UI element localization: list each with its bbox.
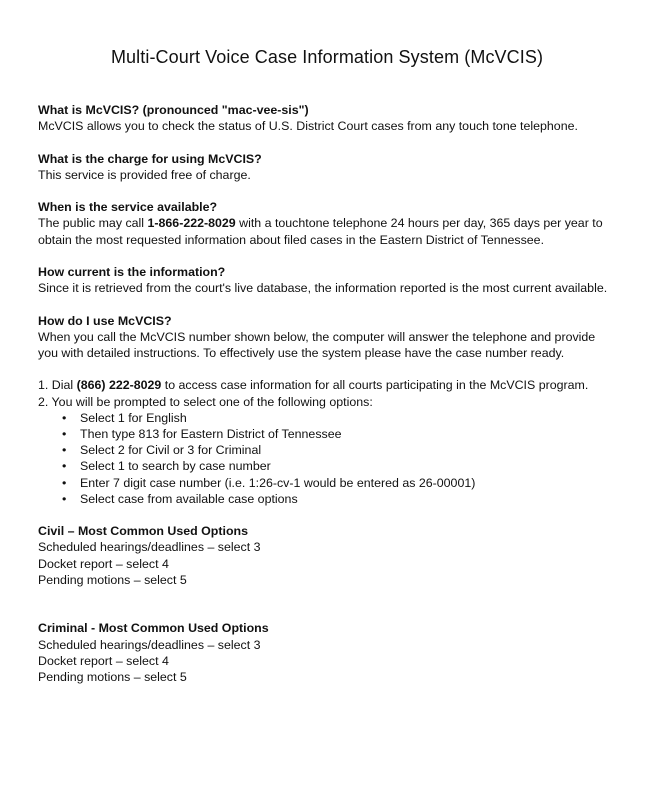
bullet-text: Select 1 for English (80, 410, 187, 425)
bullet-text: Select 2 for Civil or 3 for Criminal (80, 443, 262, 458)
criminal-options (38, 620, 608, 685)
civil-options (38, 523, 608, 588)
options-bullet-list (38, 410, 608, 507)
bullet-item (62, 491, 608, 507)
section-body: Since it is retrieved from the court's live database, the information reported is the most current available. (38, 281, 608, 296)
bullet-icon: • (62, 426, 67, 441)
document-content (38, 102, 608, 701)
bullet-icon: • (62, 475, 67, 490)
step-text: 1. Dial (38, 378, 77, 393)
section-heading: When is the service available? (38, 200, 218, 215)
step-text: to access case information for all courts participating in the McVCIS program. (161, 378, 589, 393)
bullet-item (62, 426, 608, 442)
section-body: This service is provided free of charge. (38, 167, 251, 182)
document-title: Multi-Court Voice Case Information System (McVCIS) (110, 47, 544, 67)
bullet-text: Enter 7 digit case number (i.e. 1:26-cv-1 would be entered as 26-00001) (80, 475, 476, 490)
section-charge (38, 151, 608, 183)
civil-heading: Civil – Most Common Used Options (38, 524, 248, 539)
section-how-to-use (38, 313, 608, 362)
spacer (38, 604, 608, 620)
bullet-item (62, 458, 608, 474)
criminal-heading: Criminal - Most Common Used Options (38, 621, 269, 636)
bullet-item (62, 410, 608, 426)
bullet-icon: • (62, 459, 67, 474)
bullet-icon: • (62, 410, 67, 425)
phone-number: (866) 222-8029 (76, 378, 162, 393)
criminal-option: Scheduled hearings/deadlines – select 3 (38, 637, 261, 652)
section-body: When you call the McVCIS number shown below, the computer will answer the telephone and provide you with detailed instructions. To effectively use the system please have the case number ready. (38, 329, 596, 360)
civil-option: Pending motions – select 5 (38, 572, 187, 587)
section-body: McVCIS allows you to check the status of U.S. District Court cases from any touch tone telephone. (38, 119, 578, 134)
civil-option: Docket report – select 4 (38, 556, 169, 571)
section-heading: How do I use McVCIS? (38, 313, 172, 328)
bullet-text: Select case from available case options (80, 491, 298, 506)
civil-option: Scheduled hearings/deadlines – select 3 (38, 540, 261, 555)
steps-list (38, 377, 608, 507)
bullet-item (62, 475, 608, 491)
step-1 (38, 377, 608, 393)
step-2: 2. You will be prompted to select one of the following options: (38, 394, 373, 409)
bullet-icon: • (62, 491, 67, 506)
phone-number: 1-866-222-8029 (147, 216, 236, 231)
section-heading: What is McVCIS? (pronounced "mac-vee-sis") (38, 103, 309, 117)
bullet-text: Then type 813 for Eastern District of Tennessee (80, 426, 342, 441)
section-what-is (38, 102, 608, 134)
section-currency (38, 264, 608, 296)
criminal-option: Pending motions – select 5 (38, 669, 187, 684)
section-heading: How current is the information? (38, 264, 226, 279)
criminal-option: Docket report – select 4 (38, 653, 169, 668)
body-text: with a touchtone telephone 24 hours per day, 365 days per year to obtain the most requested information about filed cases in the Eastern District of Tennessee. (38, 216, 603, 247)
bullet-item (62, 442, 608, 458)
section-availability (38, 199, 608, 248)
section-body (38, 215, 608, 247)
bullet-icon: • (62, 443, 67, 458)
bullet-text: Select 1 to search by case number (80, 459, 271, 474)
section-heading: What is the charge for using McVCIS? (38, 151, 262, 166)
body-text: The public may call (38, 216, 148, 231)
